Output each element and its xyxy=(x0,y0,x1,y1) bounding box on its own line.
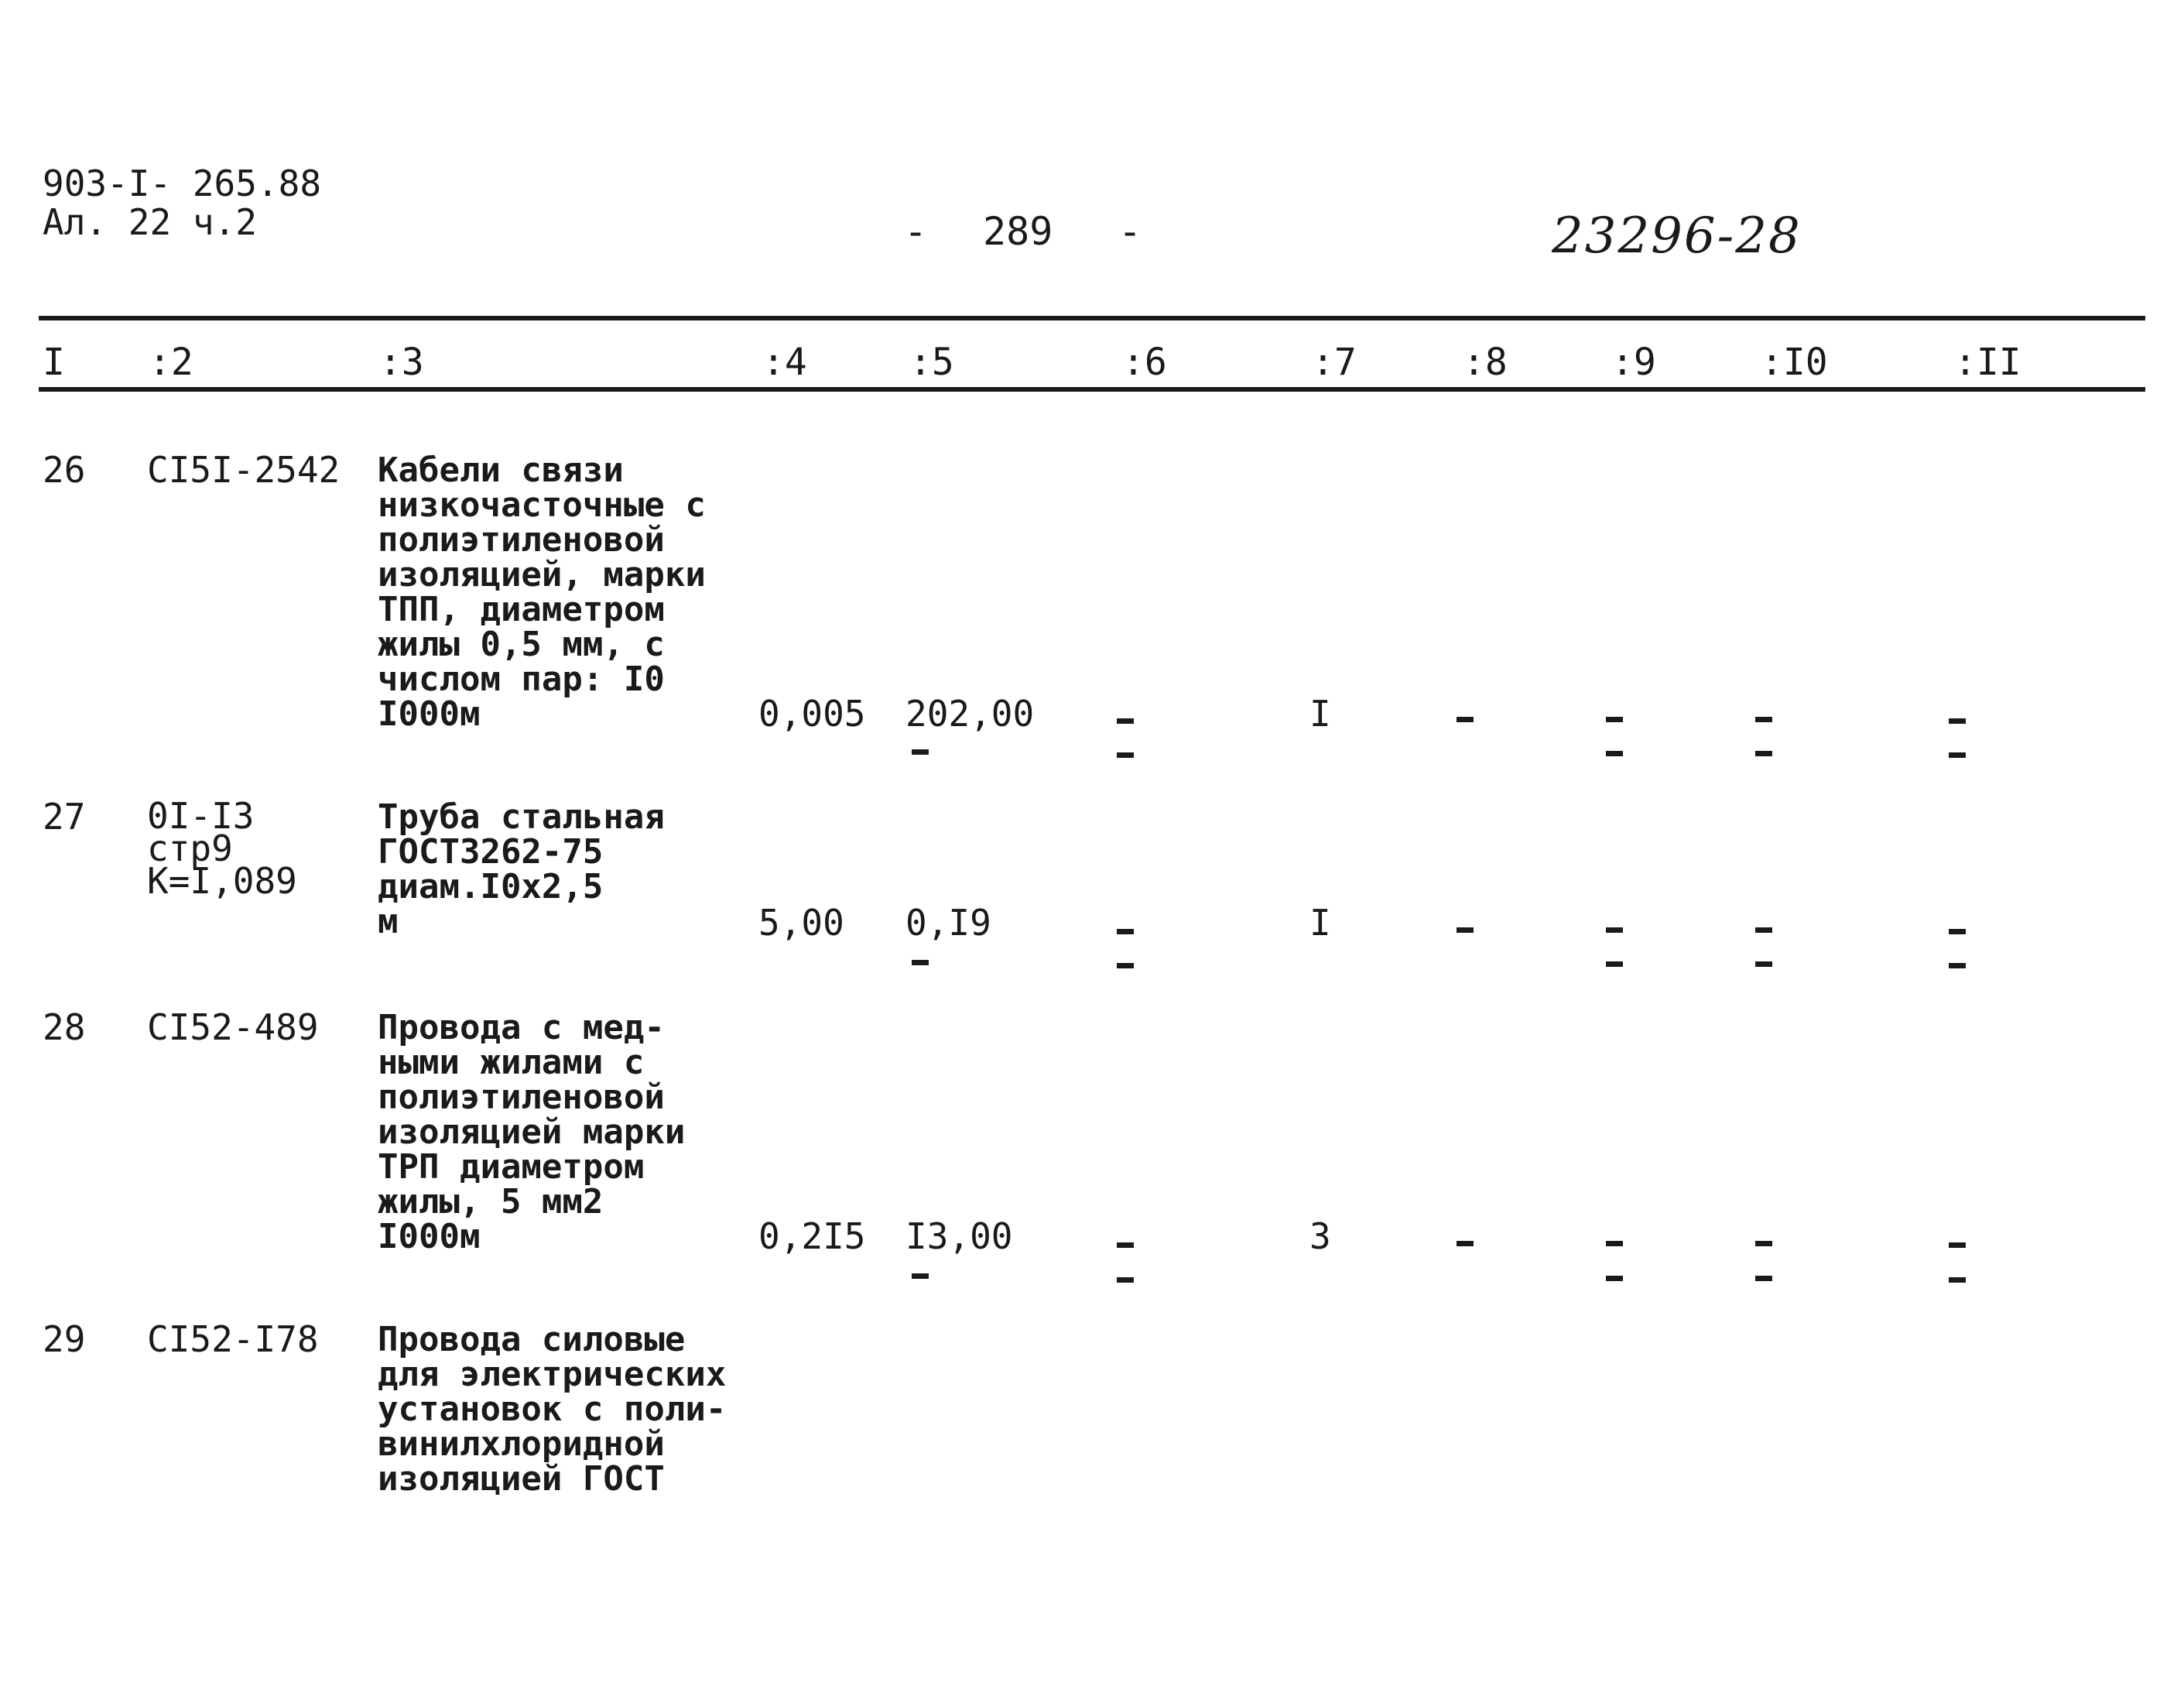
row-28-description: Провода с мед- ными жилами с полиэтиленовой изоляцией марки ТРП диаметром жилы, 5 мм2 I000м xyxy=(378,1008,686,1256)
row-28-code: CI52-489 xyxy=(147,1006,319,1048)
document-number: 23296-28 xyxy=(1552,207,1802,265)
header-bottom-rule xyxy=(39,387,2145,392)
top-rule xyxy=(39,316,2145,320)
album-part: Ал. 22 ч.2 xyxy=(43,201,257,243)
column-header-2: :2 xyxy=(149,341,193,384)
dash-mark xyxy=(1949,752,1966,758)
row-26-number: 26 xyxy=(43,449,86,491)
page-dash-right: - xyxy=(1118,209,1142,254)
row-26-quantity: 0,005 xyxy=(758,693,866,735)
row-27-code: 0I-I3 стр9 К=I,089 xyxy=(147,795,297,902)
row-28-col7: 3 xyxy=(1309,1215,1331,1257)
row-26-code: CI5I-2542 xyxy=(147,449,341,491)
dash-mark xyxy=(1606,717,1623,722)
row-27-price: 0,I9 xyxy=(905,902,991,944)
row-27-number: 27 xyxy=(43,796,86,838)
column-header-7: :7 xyxy=(1312,341,1357,384)
dash-mark xyxy=(912,1273,929,1279)
column-header-6: :6 xyxy=(1122,341,1167,384)
page-number: 289 xyxy=(983,209,1053,254)
row-27-description: Труба стальная ГОСТ3262-75 диам.I0x2,5 м xyxy=(378,797,665,941)
dash-mark xyxy=(1457,1241,1474,1246)
dash-mark xyxy=(1606,1241,1623,1246)
document-code: 903-I- 265.88 xyxy=(43,163,322,204)
row-28-quantity: 0,2I5 xyxy=(758,1215,866,1257)
page-dash-left: - xyxy=(904,209,928,254)
column-header-11: :II xyxy=(1954,341,2021,384)
dash-mark xyxy=(1949,1242,1966,1248)
dash-mark xyxy=(1117,963,1134,968)
dash-mark xyxy=(1117,718,1134,724)
dash-mark xyxy=(1457,927,1474,933)
row-29-number: 29 xyxy=(43,1318,86,1360)
dash-mark xyxy=(1949,1277,1966,1283)
column-header-5: :5 xyxy=(909,341,954,384)
dash-mark xyxy=(1606,751,1623,756)
dash-mark xyxy=(1606,961,1623,967)
dash-mark xyxy=(1755,717,1772,722)
row-27-quantity: 5,00 xyxy=(758,902,844,944)
row-29-description: Провода силовые для электрических установок с поли- винилхлоридной изоляцией ГОСТ xyxy=(378,1320,727,1499)
dash-mark xyxy=(912,749,929,755)
dash-mark xyxy=(1457,717,1474,722)
dash-mark xyxy=(1755,1276,1772,1281)
column-header-9: :9 xyxy=(1611,341,1656,384)
dash-mark xyxy=(912,960,929,965)
column-header-3: :3 xyxy=(379,341,424,384)
dash-mark xyxy=(1117,1242,1134,1248)
dash-mark xyxy=(1117,752,1134,758)
dash-mark xyxy=(1606,1276,1623,1281)
dash-mark xyxy=(1949,718,1966,724)
row-28-number: 28 xyxy=(43,1006,86,1048)
dash-mark xyxy=(1755,751,1772,756)
dash-mark xyxy=(1949,929,1966,934)
row-26-price: 202,00 xyxy=(905,693,1035,735)
row-26-col7: I xyxy=(1309,693,1331,735)
dash-mark xyxy=(1606,927,1623,933)
dash-mark xyxy=(1755,961,1772,967)
row-28-price: I3,00 xyxy=(905,1215,1013,1257)
dash-mark xyxy=(1117,929,1134,934)
column-header-4: :4 xyxy=(762,341,807,384)
column-header-8: :8 xyxy=(1463,341,1508,384)
column-header-10: :I0 xyxy=(1761,341,1828,384)
row-26-description: Кабели связи низкочасточные с полиэтиленовой изоляцией, марки ТПП, диаметром жилы 0,5 мм, с числом пар: I0 I000м xyxy=(378,451,706,734)
column-header-1: I xyxy=(43,341,65,384)
row-29-code: CI52-I78 xyxy=(147,1318,319,1360)
row-27-col7: I xyxy=(1309,902,1331,944)
dash-mark xyxy=(1755,1241,1772,1246)
dash-mark xyxy=(1755,927,1772,933)
dash-mark xyxy=(1117,1277,1134,1283)
dash-mark xyxy=(1949,963,1966,968)
